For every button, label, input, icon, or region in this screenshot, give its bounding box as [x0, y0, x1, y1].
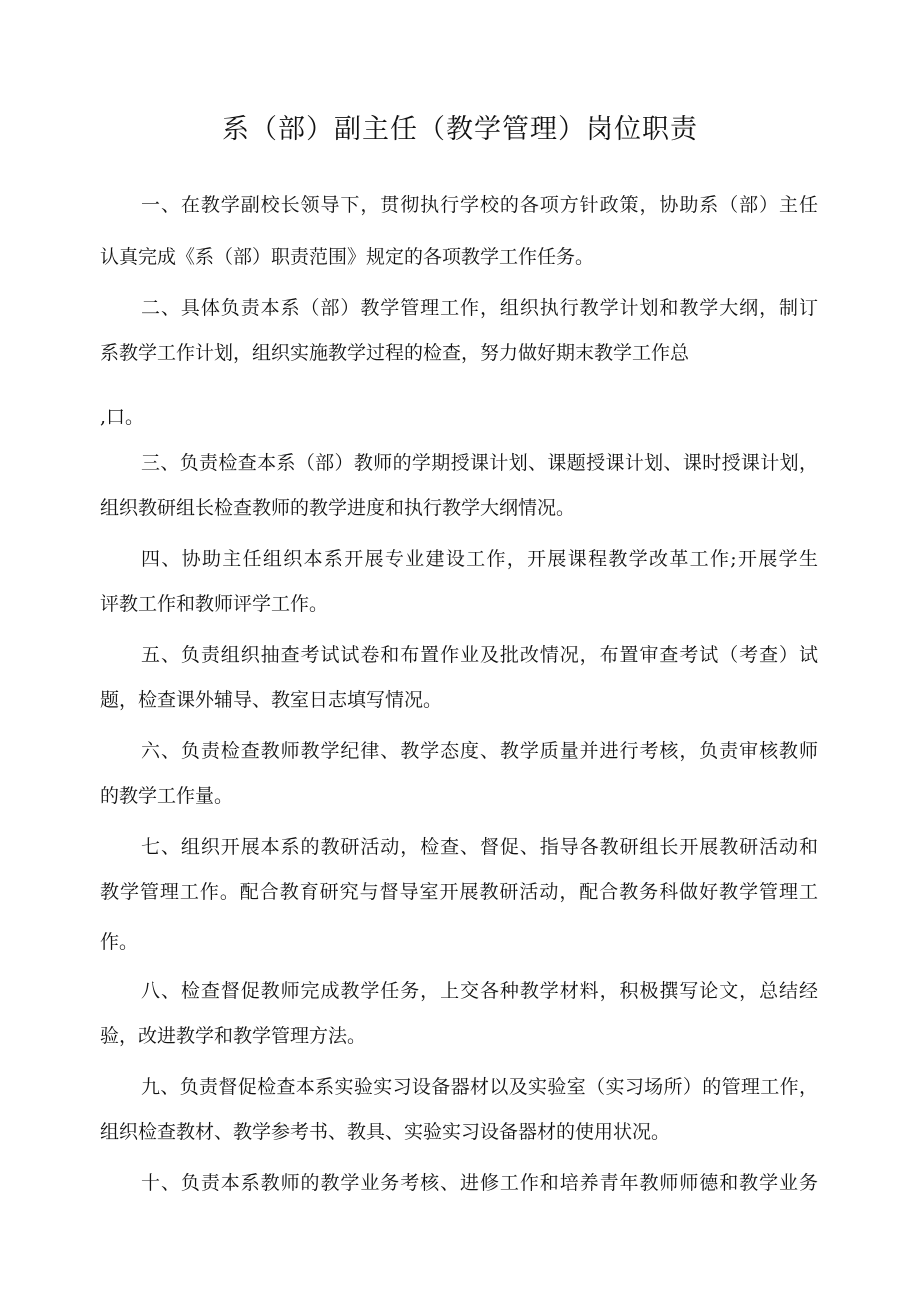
- paragraph-line: 二、具体负责本系（部）教学管理工作，组织执行教学计划和教学大纲，制订: [141, 297, 818, 319]
- paragraph-line: 系教学工作计划，组织实施教学过程的检查，努力做好期末教学工作总: [100, 342, 690, 364]
- paragraph-line: 三、负责检查本系（部）教师的学期授课计划、课题授课计划、课时授课计划，: [141, 452, 818, 474]
- paragraph-line: 七、组织开展本系的教研活动，检查、督促、指导各教研组长开展教研活动和: [141, 836, 818, 858]
- paragraph-line: 四、协助主任组织本系开展专业建设工作，开展课程教学改革工作;开展学生: [141, 548, 818, 570]
- paragraph-line: 验，改进教学和教学管理方法。: [100, 1025, 367, 1047]
- paragraph-line: 评教工作和教师评学工作。: [100, 593, 329, 615]
- paragraph-line: 的教学工作量。: [100, 785, 234, 807]
- paragraph-line: 六、负责检查教师教学纪律、教学态度、教学质量并进行考核，负责审核教师: [141, 740, 818, 762]
- paragraph-line: ,口。: [100, 406, 145, 428]
- paragraph-line: 认真完成《系（部）职责范围》规定的各项教学工作任务。: [100, 246, 595, 268]
- paragraph-line: 十、负责本系教师的教学业务考核、进修工作和培养青年教师师德和教学业务: [141, 1172, 818, 1194]
- paragraph-line: 组织教研组长检查教师的教学进度和执行教学大纲情况。: [100, 497, 576, 519]
- paragraph-line: 组织检查教材、教学参考书、教具、实验实习设备器材的使用状况。: [100, 1121, 671, 1143]
- paragraph-line: 九、负责督促检查本系实验实习设备器材以及实验室（实习场所）的管理工作，: [141, 1076, 818, 1098]
- paragraph-line: 八、检查督促教师完成教学任务，上交各种教学材料，积极撰写论文，总结经: [141, 980, 818, 1002]
- page-title: 系（部）副主任（教学管理）岗位职责: [222, 114, 698, 145]
- paragraph-line: 一、在教学副校长领导下，贯彻执行学校的各项方针政策，协助系（部）主任: [141, 194, 818, 216]
- paragraph-line: 题，检查课外辅导、教室日志填写情况。: [100, 689, 443, 711]
- paragraph-line: 教学管理工作。配合教育研究与督导室开展教研活动，配合教务科做好教学管理工: [100, 881, 818, 903]
- paragraph-line: 五、负责组织抽查考试试卷和布置作业及批改情况，布置审查考试（考查）试: [141, 644, 818, 666]
- paragraph-line: 作。: [100, 931, 139, 953]
